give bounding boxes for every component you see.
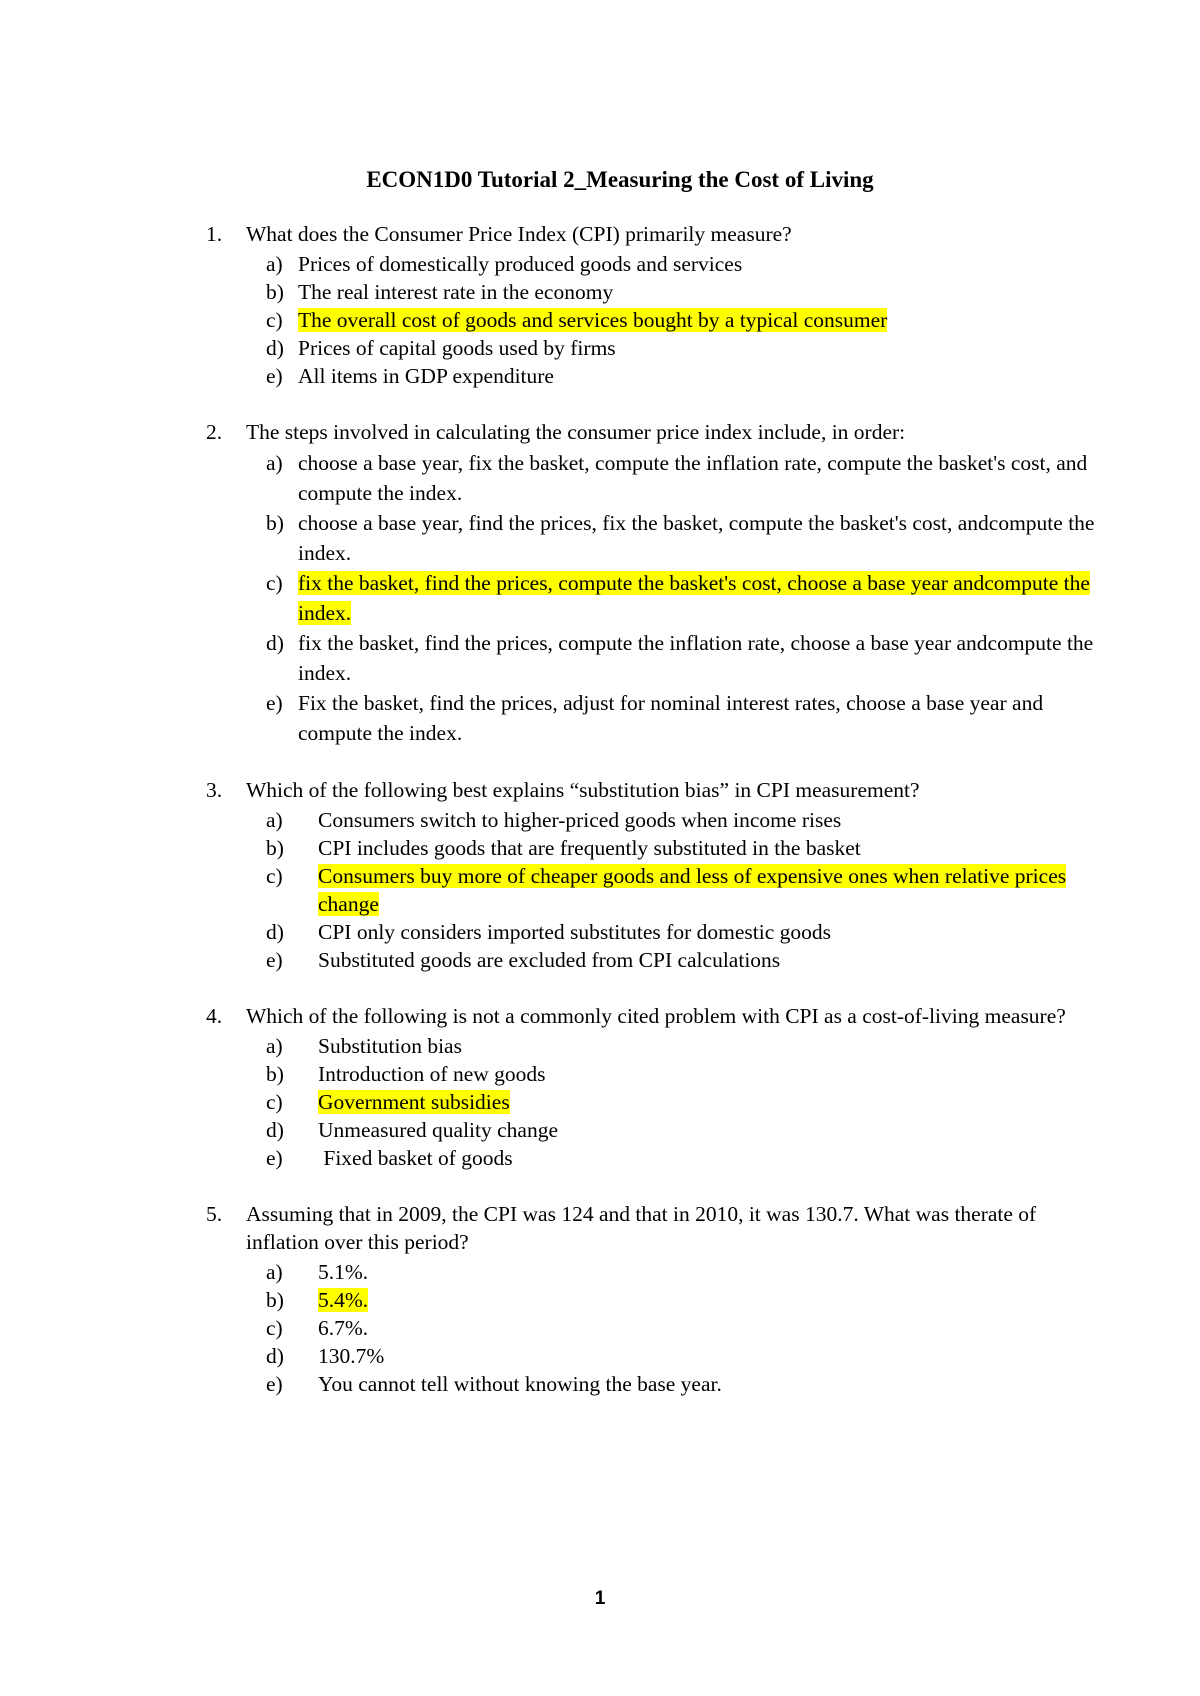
option-letter: a) [266,451,283,475]
option-text: 5.1%. [318,1260,369,1284]
option-text: choose a base year, fix the basket, compute the inflation rate, compute the basket's cost, and compute the index. [298,451,1088,505]
option-letter: b) [266,1062,284,1086]
option-text: Prices of capital goods used by firms [298,336,616,360]
option-letter: c) [266,571,283,595]
page-title: ECON1D0 Tutorial 2_Measuring the Cost of Living [366,167,874,192]
option-d [246,918,1106,946]
option-e [246,1144,1106,1172]
option-d [246,1342,1106,1370]
option-e [246,362,1106,390]
option-text: Consumers switch to higher-priced goods when income rises [318,808,842,832]
option-text: CPI only considers imported substitutes for domestic goods [318,920,831,944]
option-text: choose a base year, find the prices, fix the basket, compute the basket's cost, andcompute the index. [298,511,1095,565]
question-2 [206,418,1106,748]
option-letter: d) [266,1344,284,1368]
option-d [246,628,1106,688]
option-text: Prices of domestically produced goods and services [298,252,743,276]
option-letter: d) [266,336,284,360]
option-d [246,1116,1106,1144]
question-number: 4. [206,1004,223,1028]
option-letter: b) [266,280,284,304]
option-letter: c) [266,864,283,888]
option-text: Fix the basket, find the prices, adjust for nominal interest rates, choose a base year and compute the index. [298,691,1044,745]
option-list [246,1258,1106,1398]
option-text: The real interest rate in the economy [298,280,614,304]
option-letter: b) [266,511,284,535]
option-letter: e) [266,364,283,388]
option-list [246,448,1106,748]
option-list [246,250,1106,390]
option-text: Substitution bias [318,1034,462,1058]
option-list [246,1032,1106,1172]
option-text: Fixed basket of goods [318,1146,513,1170]
question-number: 1. [206,222,223,246]
option-text: CPI includes goods that are frequently substituted in the basket [318,836,861,860]
question-number: 3. [206,778,223,802]
option-a [246,250,1106,278]
question-text: What does the Consumer Price Index (CPI) primarily measure? [246,222,792,246]
option-text: fix the basket, find the prices, compute the inflation rate, choose a base year andcompute the index. [298,631,1094,685]
option-c-answer [246,568,1106,628]
option-text: All items in GDP expenditure [298,364,554,388]
option-c [246,1314,1106,1342]
option-letter: d) [266,631,284,655]
option-letter: a) [266,1260,283,1284]
option-letter: c) [266,308,283,332]
option-c-answer [246,862,1106,918]
option-b [246,508,1106,568]
option-text: 6.7%. [318,1316,369,1340]
option-b-answer [246,1286,1106,1314]
option-e [246,1370,1106,1398]
option-c-answer [246,1088,1106,1116]
question-text: Assuming that in 2009, the CPI was 124 and that in 2010, it was 130.7. What was therate of inflation over this period? [246,1202,1037,1254]
question-3 [206,776,1106,974]
option-b [246,278,1106,306]
option-letter: a) [266,1034,283,1058]
option-a [246,448,1106,508]
option-text: 130.7% [318,1344,385,1368]
question-number: 5. [206,1202,223,1226]
option-a [246,1032,1106,1060]
option-a [246,806,1106,834]
option-letter: b) [266,836,284,860]
question-number: 2. [206,420,223,444]
highlighted-answer-text: Government subsidies [318,1090,510,1114]
highlighted-answer-text: fix the basket, find the prices, compute the basket's cost, choose a base year andcompute the index. [298,571,1090,625]
option-letter: a) [266,252,283,276]
option-letter: d) [266,920,284,944]
option-text: You cannot tell without knowing the base year. [318,1372,722,1396]
highlighted-answer-text: 5.4%. [318,1288,369,1312]
option-d [246,334,1106,362]
highlighted-answer-text: Consumers buy more of cheaper goods and less of expensive ones when relative prices change [318,864,1067,916]
question-4 [206,1002,1106,1172]
option-letter: e) [266,948,283,972]
option-e [246,946,1106,974]
option-e [246,688,1106,748]
option-letter: e) [266,691,283,715]
option-letter: c) [266,1090,283,1114]
option-letter: b) [266,1288,284,1312]
option-b [246,834,1106,862]
option-letter: c) [266,1316,283,1340]
option-letter: a) [266,808,283,832]
option-text: Unmeasured quality change [318,1118,558,1142]
question-list [206,220,1106,1426]
option-letter: d) [266,1118,284,1142]
question-text: Which of the following best explains “substitution bias” in CPI measurement? [246,778,920,802]
page-number: 1 [594,1588,606,1609]
question-text: Which of the following is not a commonly cited problem with CPI as a cost-of-living measure? [246,1004,1066,1028]
question-text: The steps involved in calculating the consumer price index include, in order: [246,420,906,444]
option-letter: e) [266,1372,283,1396]
option-list [246,806,1106,974]
option-letter: e) [266,1146,283,1170]
option-text: Introduction of new goods [318,1062,546,1086]
option-c-answer [246,306,1106,334]
question-5 [206,1200,1106,1398]
option-a [246,1258,1106,1286]
highlighted-answer-text: The overall cost of goods and services bought by a typical consumer [298,308,888,332]
question-1 [206,220,1106,390]
option-b [246,1060,1106,1088]
option-text: Substituted goods are excluded from CPI calculations [318,948,781,972]
